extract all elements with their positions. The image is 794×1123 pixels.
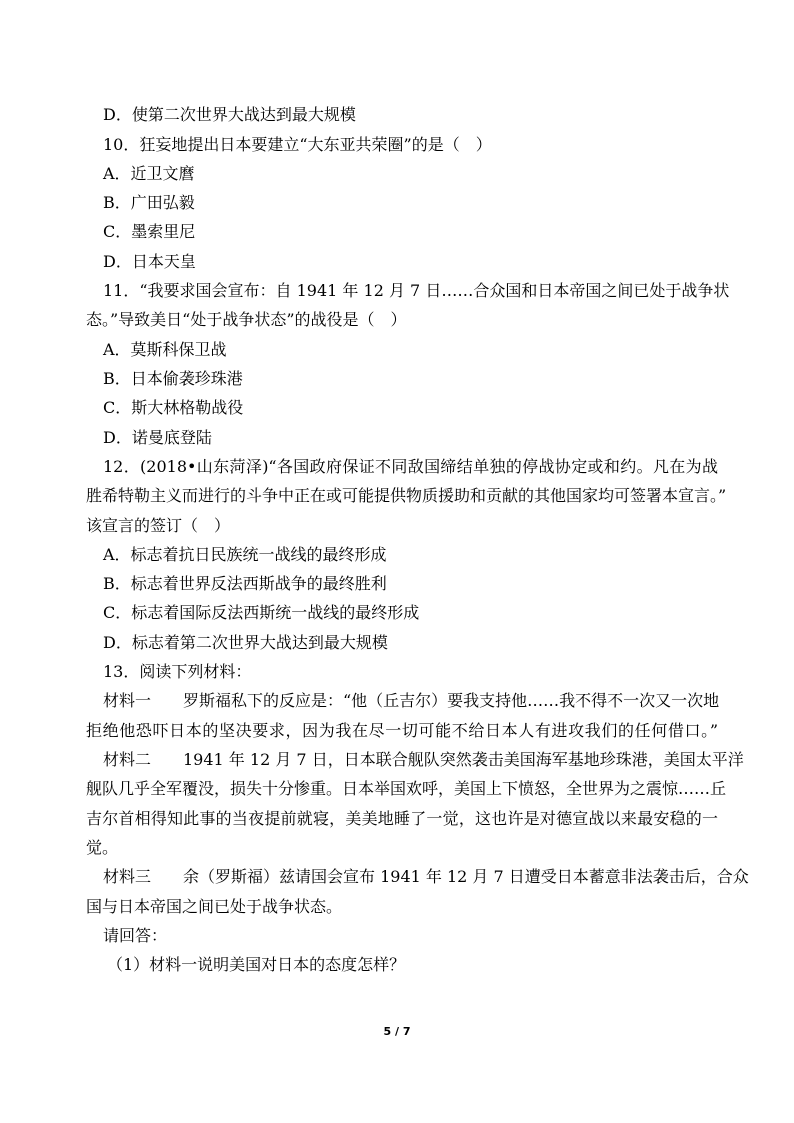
text-line	[0, 217, 794, 247]
question-11: 11．“我要求国会宣布：自 1941 年 12 月 7 日……合众国和日本帝国之间已处于战争状	[103, 281, 730, 300]
text-line	[0, 276, 794, 306]
question-12: 12．(2018•山东菏泽)“各国政府保证不同敌国缔结单独的停战协定或和约。凡在为战	[103, 457, 718, 476]
text-line	[0, 247, 794, 277]
text-line	[0, 921, 794, 951]
text-line	[0, 364, 794, 394]
material-3-cont: 国与日本帝国之间已处于战争状态。	[86, 897, 343, 916]
text-line	[0, 159, 794, 189]
material-2-cont: 舰队几乎全军覆没，损失十分惨重。日本举国欢呼，美国上下愤怒，全世界为之震惊……丘	[86, 779, 727, 798]
text-line	[0, 188, 794, 218]
question-10: 10．狂妄地提出日本要建立“大东亚共荣圈”的是（ ）	[103, 135, 492, 154]
option-a: A．标志着抗日民族统一战线的最终形成	[103, 545, 387, 564]
option-a: A．莫斯科保卫战	[103, 340, 227, 359]
text-line	[0, 540, 794, 570]
option-d: D．使第二次世界大战达到最大规模	[103, 105, 356, 124]
material-1: 材料一 罗斯福私下的反应是：“他（丘吉尔）要我支持他……我不得不一次又一次地	[103, 691, 720, 710]
option-b: B．广田弘毅	[103, 193, 195, 212]
text-line	[0, 804, 794, 834]
question-11-cont: 态。”导致美日“处于战争状态”的战役是（ ）	[86, 310, 407, 329]
text-line	[0, 862, 794, 892]
text-line	[0, 950, 794, 980]
text-line	[0, 481, 794, 511]
material-3: 材料三 余（罗斯福）兹请国会宣布 1941 年 12 月 7 日遭受日本蓄意非法袭击后，合众	[103, 867, 749, 886]
text-line	[0, 393, 794, 423]
text-line	[0, 305, 794, 335]
text-line	[0, 686, 794, 716]
text-line	[0, 130, 794, 160]
text-line	[0, 745, 794, 775]
option-d: D．标志着第二次世界大战达到最大规模	[103, 633, 388, 652]
option-d: D．日本天皇	[103, 252, 196, 271]
question-13: 13．阅读下列材料：	[103, 662, 252, 681]
material-2-cont: 觉。	[86, 838, 119, 857]
option-d: D．诺曼底登陆	[103, 428, 212, 447]
option-b: B．日本偷袭珍珠港	[103, 369, 243, 388]
option-c: C．墨索里尼	[103, 222, 196, 241]
option-a: A．近卫文麿	[103, 164, 195, 183]
sub-question-1: （1）材料一说明美国对日本的态度怎样？	[107, 955, 406, 974]
question-12-cont: 该宣言的签订（ ）	[86, 516, 231, 535]
text-line	[0, 511, 794, 541]
material-1-cont: 拒绝他恐吓日本的坚决要求，因为我在尽一切可能不给日本人有进攻我们的任何借口。”	[86, 721, 718, 740]
text-line	[0, 657, 794, 687]
text-line	[0, 716, 794, 746]
text-line	[0, 452, 794, 482]
text-line	[0, 598, 794, 628]
material-2: 材料二 1941 年 12 月 7 日，日本联合舰队突然袭击美国海军基地珍珠港，美国太平洋	[103, 750, 744, 769]
text-line	[0, 423, 794, 453]
option-c: C．斯大林格勒战役	[103, 398, 244, 417]
page-number: 5 / 7	[383, 1025, 411, 1038]
text-line	[0, 569, 794, 599]
text-line	[0, 628, 794, 658]
material-2-cont: 吉尔首相得知此事的当夜提前就寝，美美地睡了一觉，这也许是对德宣战以来最安稳的一	[86, 809, 718, 828]
question-12-cont: 胜希特勒主义而进行的斗争中正在或可能提供物质援助和贡献的其他国家均可签署本宣言。”	[86, 486, 727, 505]
option-c: C．标志着国际反法西斯统一战线的最终形成	[103, 603, 420, 622]
answer-prompt: 请回答：	[103, 926, 168, 945]
text-line	[0, 774, 794, 804]
text-line	[0, 833, 794, 863]
option-b: B．标志着世界反法西斯战争的最终胜利	[103, 574, 387, 593]
text-line	[0, 100, 794, 130]
text-line	[0, 335, 794, 365]
text-line	[0, 892, 794, 922]
